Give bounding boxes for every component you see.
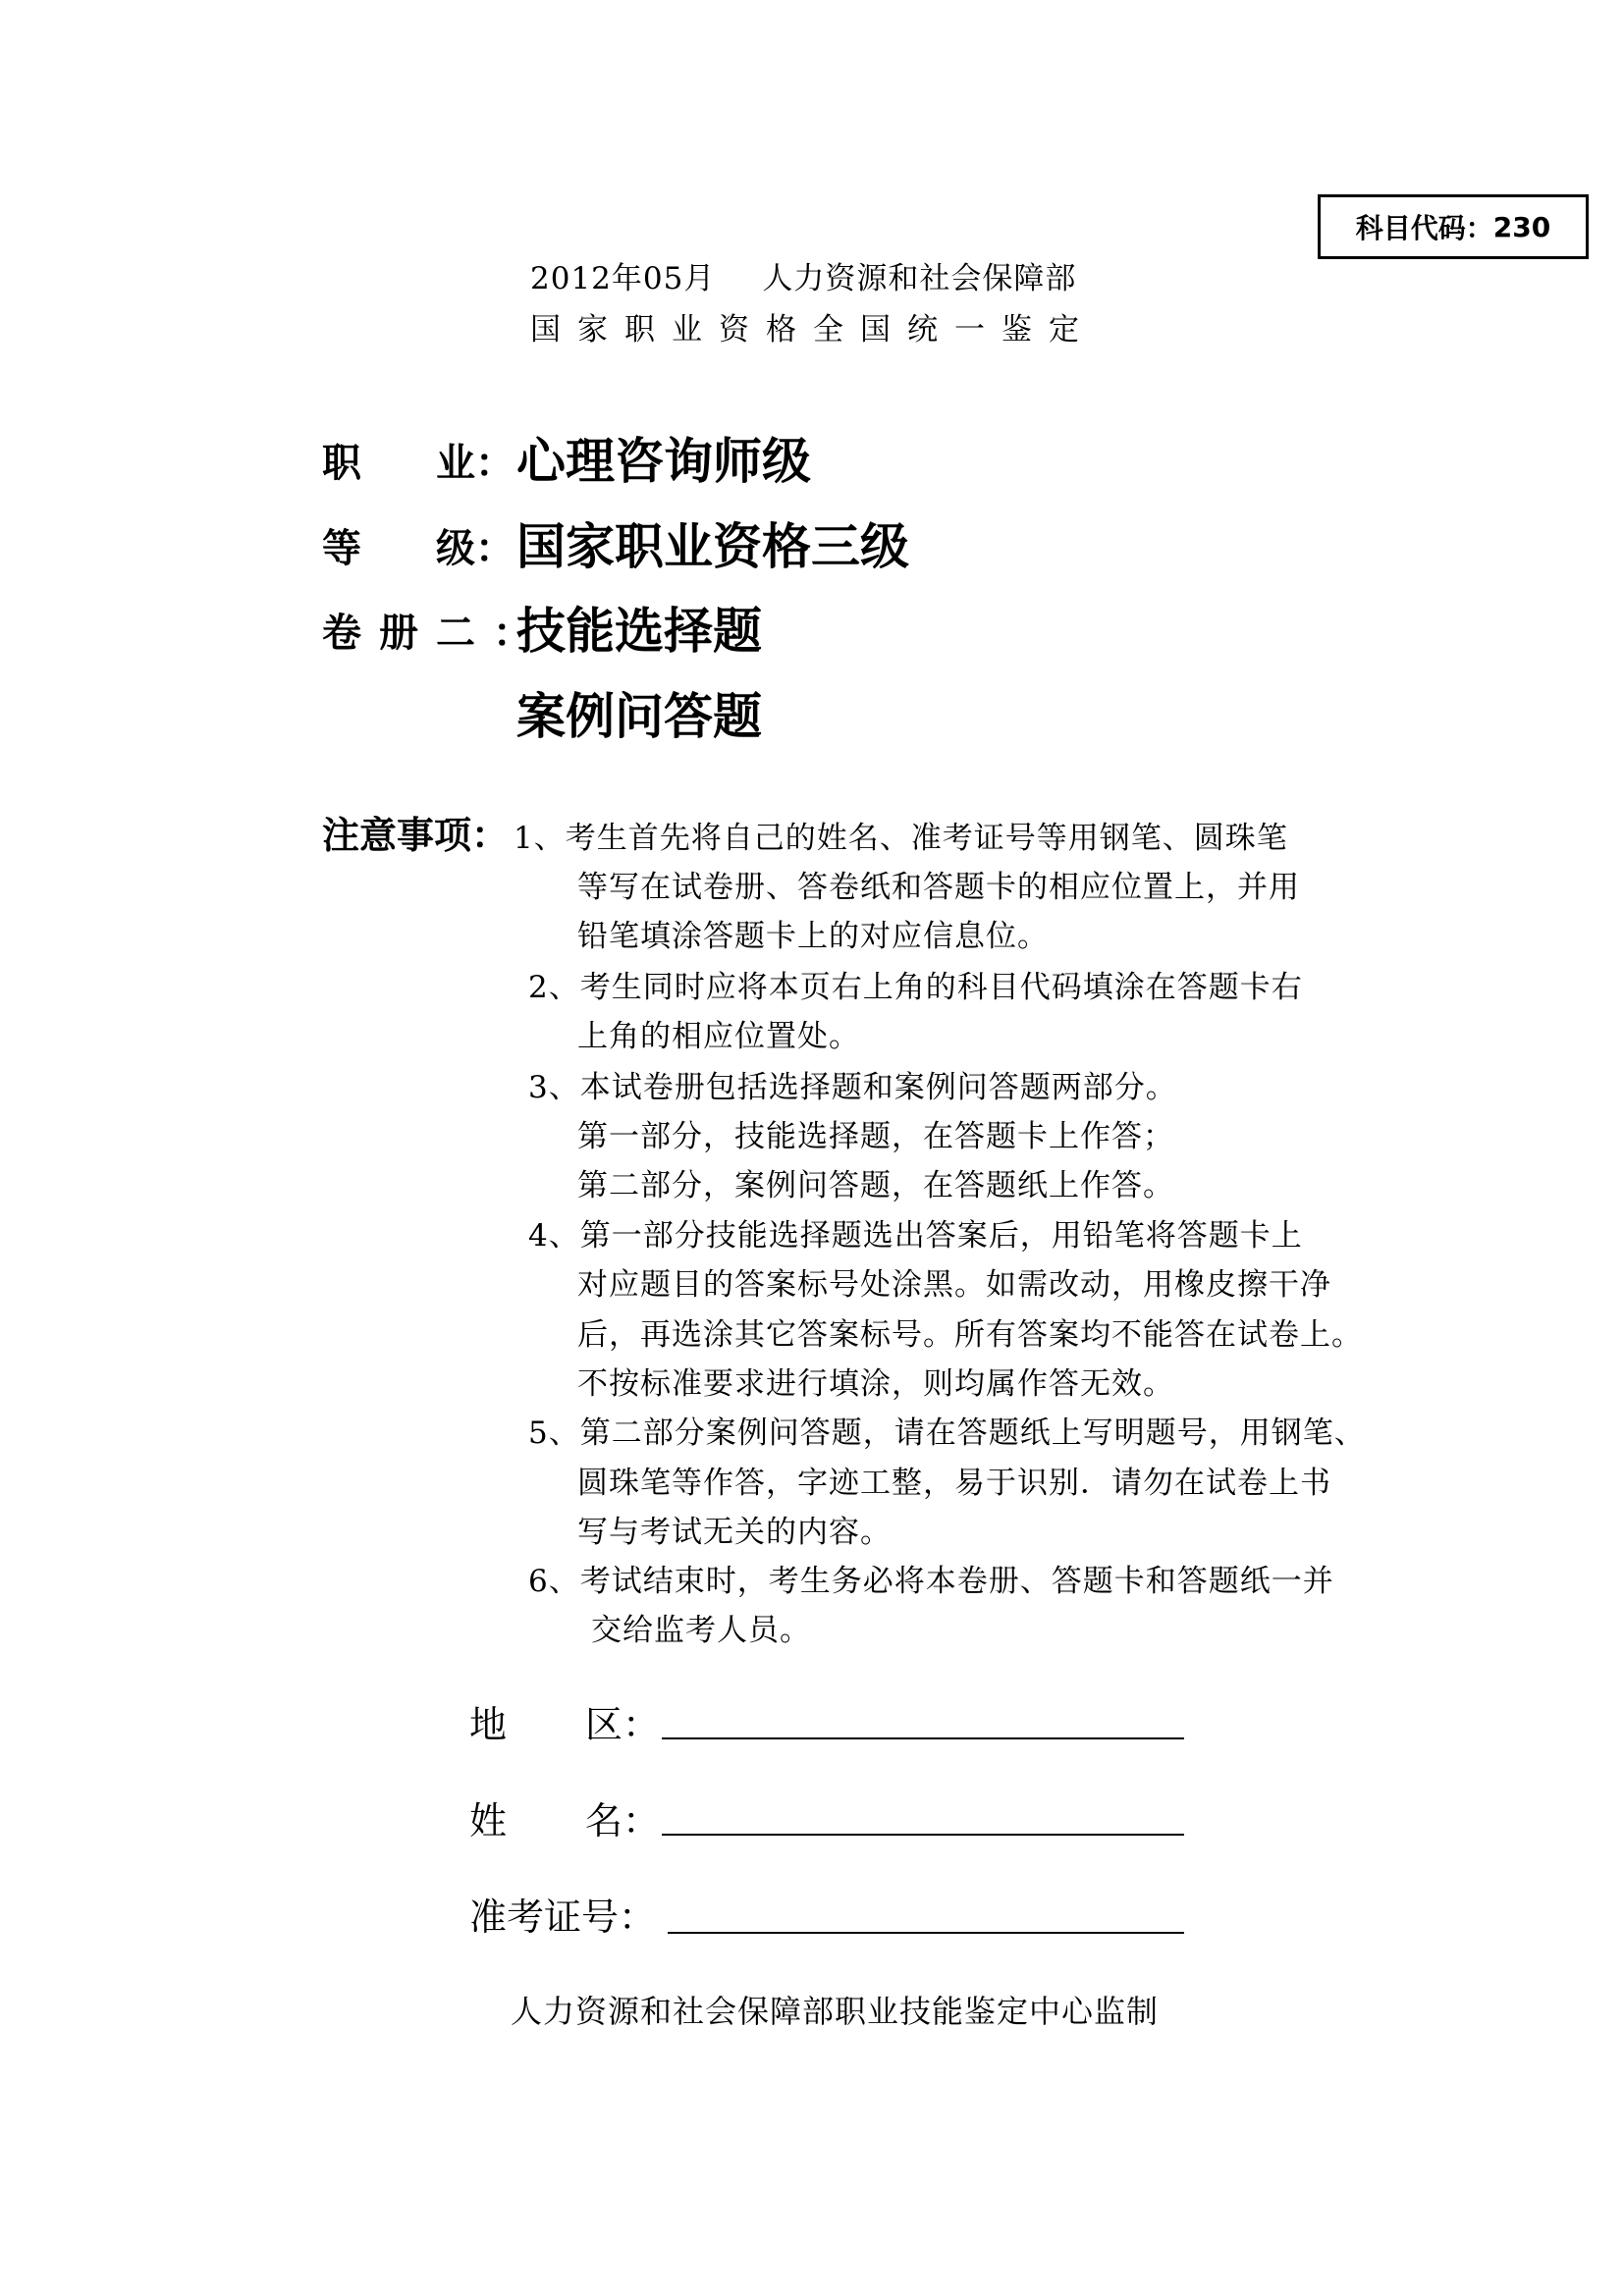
level-label-1: 等 bbox=[322, 526, 361, 571]
note-line: 6、考试结束时，考生务必将本卷册、答题卡和答题纸一并 bbox=[528, 1564, 1334, 1599]
occupation-label-1: 职 bbox=[322, 441, 361, 486]
note-line: 2、考生同时应将本页右上角的科目代码填涂在答题卡右 bbox=[528, 970, 1303, 1005]
level-label-2: 级： bbox=[436, 526, 514, 571]
note-line: 第二部分，案例问答题，在答题纸上作答。 bbox=[577, 1168, 1174, 1203]
note-line: 5、第二部分案例问答题，请在答题纸上写明题号，用钢笔、 bbox=[528, 1415, 1366, 1451]
ministry-name: 人力资源和社会保障部 bbox=[762, 261, 1077, 296]
note-line: 4、第一部分技能选择题选出答案后，用铅笔将答题卡上 bbox=[528, 1218, 1303, 1254]
exam-date-line bbox=[530, 253, 1076, 297]
volume-value-1: 技能选择题 bbox=[516, 603, 762, 660]
level-value: 国家职业资格三级 bbox=[516, 518, 909, 575]
note-line: 3、本试卷册包括选择题和案例问答题两部分。 bbox=[528, 1070, 1177, 1105]
note-line: 第一部分，技能选择题，在答题卡上作答； bbox=[577, 1119, 1174, 1154]
note-line: 圆珠笔等作答，字迹工整，易于识别．请勿在试卷上书 bbox=[577, 1466, 1331, 1501]
name-label-2: 名： bbox=[585, 1799, 661, 1842]
footer-issuer: 人力资源和社会保障部职业技能鉴定中心监制 bbox=[511, 1993, 1160, 2030]
subject-code-value: 230 bbox=[1492, 210, 1551, 243]
name-input-line[interactable] bbox=[662, 1834, 1184, 1836]
note-line: 上角的相应位置处。 bbox=[577, 1019, 860, 1054]
notes-title: 注意事项： bbox=[322, 814, 510, 857]
region-label-2: 区： bbox=[585, 1703, 661, 1746]
subject-code-box bbox=[1318, 194, 1589, 259]
volume-value-2: 案例问答题 bbox=[516, 688, 762, 745]
name-label-1: 姓 bbox=[469, 1799, 508, 1842]
note-line: 等写在试卷册、答卷纸和答题卡的相应位置上，并用 bbox=[577, 870, 1300, 905]
note-line: 写与考试无关的内容。 bbox=[577, 1515, 892, 1550]
note-line: 后，再选涂其它答案标号。所有答案均不能答在试卷上。 bbox=[577, 1317, 1363, 1353]
occupation-label-2: 业： bbox=[436, 441, 514, 486]
occupation-value: 心理咨询师级 bbox=[516, 433, 811, 490]
note-line: 1、考生首先将自己的姓名、准考证号等用钢笔、圆珠笔 bbox=[514, 821, 1288, 856]
region-label-1: 地 bbox=[469, 1703, 508, 1746]
note-line: 对应题目的答案标号处涂黑。如需改动，用橡皮擦干净 bbox=[577, 1267, 1331, 1303]
ticket-input-line[interactable] bbox=[668, 1932, 1184, 1934]
exam-name: 国家职业资格全国统一鉴定 bbox=[530, 312, 1096, 347]
ticket-label: 准考证号： bbox=[469, 1896, 657, 1939]
volume-label: 卷册二： bbox=[322, 611, 550, 656]
exam-date: 2012年05月 bbox=[530, 261, 716, 296]
note-line: 不按标准要求进行填涂，则均属作答无效。 bbox=[577, 1366, 1174, 1402]
subject-code-label: 科目代码： bbox=[1355, 212, 1493, 244]
region-input-line[interactable] bbox=[662, 1737, 1184, 1739]
note-line: 铅笔填涂答题卡上的对应信息位。 bbox=[577, 919, 1049, 954]
note-line: 交给监考人员。 bbox=[591, 1613, 811, 1648]
